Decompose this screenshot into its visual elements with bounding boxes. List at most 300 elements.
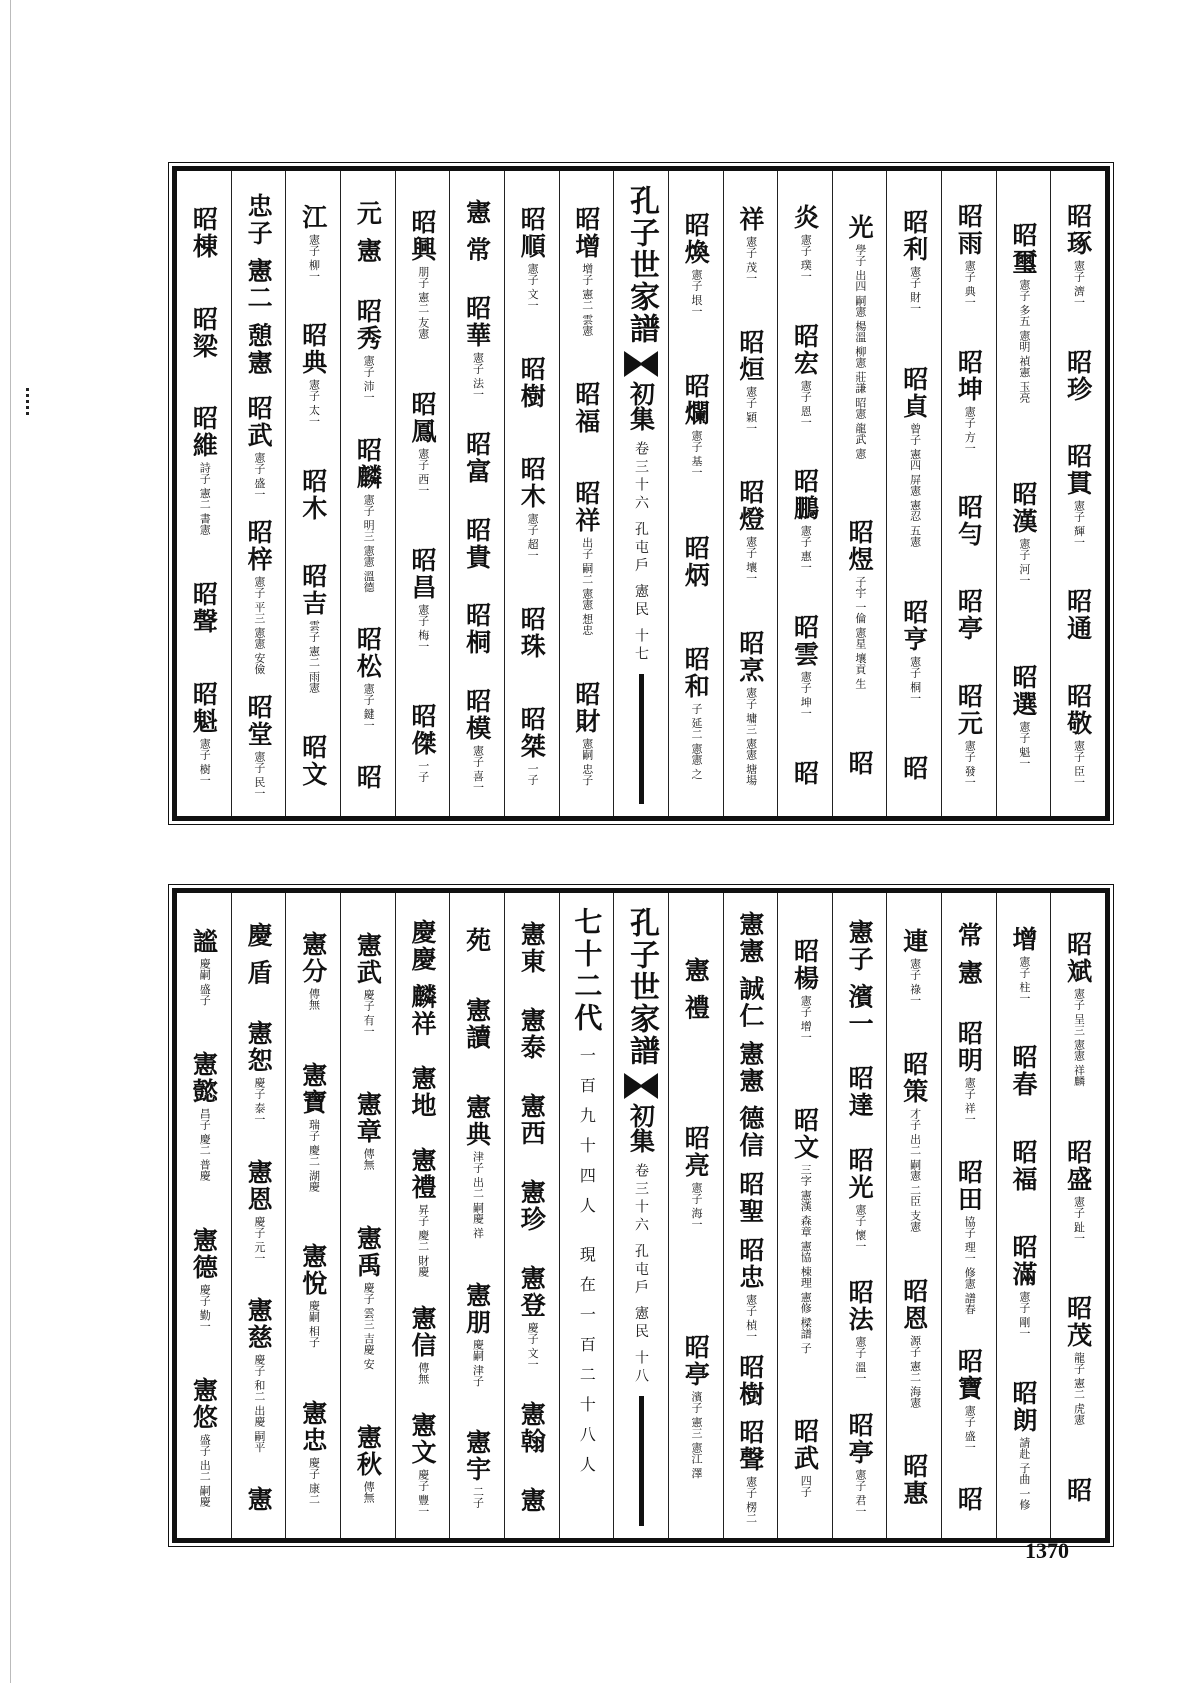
person-note: 憲子 楞二: [744, 1476, 758, 1524]
person-name: 昭順: [517, 205, 547, 260]
person-entry: [298, 467, 328, 522]
person-name: 昭達: [845, 1065, 875, 1120]
person-entry: [1063, 348, 1093, 403]
person-entry: [954, 683, 984, 788]
person-entry: [189, 580, 219, 635]
person-note: 濱子 憲三 憲江 澤: [690, 1390, 703, 1479]
person-name: 慶慶 麟祥: [407, 918, 437, 1038]
person-note: 子 延二 憲憲 之: [690, 702, 703, 780]
person-name: 憲憲 誠仁 憲憲 德信: [735, 910, 765, 1160]
section-label: 卷三十六 孔屯戶 憲民 十七: [633, 441, 650, 665]
person-name: 昭惠: [899, 1453, 929, 1508]
entry-column: [777, 171, 832, 816]
person-name: 昭聲: [189, 580, 219, 635]
person-name: 昭和: [681, 645, 711, 700]
person-name: 昭坤: [954, 348, 984, 403]
generation-heading: 七十二代: [570, 907, 604, 1035]
person-name: 慶 盾: [244, 921, 274, 987]
entry-column: [449, 171, 504, 816]
person-name: 昭木: [298, 467, 328, 522]
person-entry: [845, 1147, 875, 1252]
person-name: 昭昌: [407, 546, 437, 601]
person-note: 憲子 典一: [963, 260, 977, 308]
person-name: 昭堂: [244, 693, 274, 748]
person-name: 憲寶: [298, 1061, 328, 1116]
person-name: 謐: [189, 927, 219, 955]
person-note: 盛子 出二 嗣慶: [198, 1434, 212, 1508]
page-number: 1370: [1025, 1538, 1069, 1563]
person-name: 昭琢: [1063, 203, 1093, 258]
person-entry: [681, 534, 711, 589]
person-note: 憲子 茂一: [744, 235, 758, 284]
person-entry: [517, 1092, 547, 1147]
fishtail-mark: [624, 351, 658, 377]
person-name: 昭華: [462, 295, 492, 350]
person-entry: [1063, 1477, 1093, 1504]
person-entry: [462, 1093, 492, 1239]
person-note: 增子 憲二 雲憲: [580, 262, 594, 336]
person-name: 昭策: [899, 1050, 929, 1105]
entry-column: [941, 893, 996, 1538]
person-entry: [681, 956, 711, 1022]
scan-edge-line: [10, 0, 11, 1683]
person-note: 憲子 西一: [416, 447, 430, 496]
person-entry: [681, 373, 711, 478]
person-entry: [899, 755, 929, 782]
person-name: 昭聲: [735, 1419, 765, 1474]
person-note: 憲子 璞一: [799, 233, 813, 282]
person-entry: [899, 209, 929, 314]
person-entry: [899, 1453, 929, 1508]
person-note: 憲子 楨一: [744, 1294, 758, 1342]
person-entry: [353, 199, 383, 265]
entry-column: [777, 893, 832, 1538]
person-entry: [244, 395, 274, 500]
person-entry: [845, 1411, 875, 1517]
person-name: 祥: [735, 205, 765, 233]
person-note: 憲子 梅一: [416, 603, 430, 652]
person-note: 憲子 喜一: [471, 744, 485, 793]
volume-label: 初集: [626, 381, 656, 431]
person-name: 昭亭: [681, 1333, 711, 1388]
person-name: 昭璽: [1009, 222, 1039, 277]
person-note: 憲子 盛一: [963, 1404, 977, 1453]
person-name: 昭寶: [954, 1347, 984, 1402]
person-entry: [462, 1281, 492, 1387]
person-entry: [517, 1178, 547, 1233]
entry-column: [886, 893, 941, 1538]
entry-column: [395, 171, 450, 816]
person-name: 昭梁: [189, 305, 219, 360]
person-note: 一子: [526, 763, 540, 786]
person-entry: [954, 493, 984, 548]
entry-column: [996, 171, 1051, 816]
person-note: 三字 憲漢 森章 憲協 棟理 憲修 樑譜 子: [799, 1164, 813, 1354]
entry-column: [1050, 893, 1105, 1538]
person-name: 昭: [1063, 1477, 1093, 1504]
person-entry: [954, 203, 984, 308]
person-entry: [517, 1006, 547, 1061]
entry-column: [559, 171, 614, 816]
person-name: 常 憲: [954, 921, 984, 987]
person-name: 昭祥: [571, 480, 601, 535]
person-entry: [462, 926, 492, 954]
person-name: 憲西: [517, 1092, 547, 1147]
person-name: 炎: [790, 203, 820, 231]
entry-column: [996, 893, 1051, 1538]
person-entry: [1009, 481, 1039, 586]
person-entry: [1063, 931, 1093, 1087]
person-note: 慶嗣 津子: [471, 1338, 485, 1387]
person-entry: [845, 918, 875, 1038]
person-name: 昭秀: [353, 298, 383, 353]
person-name: 昭烜: [735, 329, 765, 384]
person-entry: [462, 1429, 492, 1509]
person-note: 二子: [471, 1486, 485, 1509]
person-note: 憲子 盛一: [252, 452, 266, 500]
person-name: 憲悠: [189, 1377, 219, 1432]
person-entry: [517, 1401, 547, 1456]
person-note: 源子 憲二 海憲: [908, 1334, 922, 1408]
entry-column: [668, 171, 723, 816]
person-note: 慶子 雲三 吉慶 安: [362, 1281, 376, 1370]
book-title: 孔子世家譜: [624, 185, 660, 345]
person-name: 昭吉: [298, 562, 328, 617]
person-name: 昭武: [244, 395, 274, 450]
person-note: 瑞子 慶二 湖慶: [307, 1118, 321, 1192]
person-name: 昭忠: [735, 1237, 765, 1292]
person-name: 苑: [462, 926, 492, 954]
person-name: 昭勻: [954, 493, 984, 548]
person-note: 憲子 海一: [690, 1182, 703, 1230]
title-rule: [639, 1396, 644, 1526]
entry-column: [723, 171, 778, 816]
person-entry: [845, 213, 875, 459]
person-name: 昭: [845, 750, 875, 778]
person-entry: [407, 390, 437, 496]
person-note: 憲子 基一: [690, 430, 703, 478]
person-name: 元 憲: [353, 199, 383, 265]
person-note: 憲子 惠一: [799, 525, 813, 573]
person-entry: [189, 205, 219, 260]
person-entry: [845, 519, 875, 690]
person-name: 憲 禮: [681, 956, 711, 1022]
person-entry: [353, 932, 383, 1037]
person-entry: [735, 479, 765, 584]
person-entry: [407, 1304, 437, 1384]
person-note: 憲子 民一: [252, 750, 266, 799]
person-name: 昭松: [353, 625, 383, 680]
person-entry: [735, 629, 765, 786]
entry-column: [449, 893, 504, 1538]
person-note: 慶子 文一: [526, 1321, 540, 1370]
person-entry: [735, 205, 765, 284]
person-entry: [1063, 1138, 1093, 1244]
person-entry: [298, 1061, 328, 1192]
person-entry: [244, 1486, 274, 1514]
person-name: 昭興: [407, 208, 437, 263]
book-title: 孔子世家譜: [624, 907, 660, 1067]
person-note: 憲子 柱一: [1017, 955, 1031, 1003]
person-entry: [244, 1296, 274, 1453]
person-name: 憲德: [189, 1226, 219, 1281]
person-note: 憲子 君一: [853, 1468, 867, 1517]
person-entry: [462, 198, 492, 264]
person-note: 一子: [416, 760, 430, 783]
person-entry: [681, 1125, 711, 1230]
fishtail-mark: [624, 1073, 658, 1099]
person-entry: [899, 365, 929, 547]
person-name: 昭恩: [899, 1277, 929, 1332]
person-name: 昭文: [790, 1107, 820, 1161]
person-name: 憲慈: [244, 1296, 274, 1351]
person-entry: [517, 455, 547, 561]
person-entry: [298, 322, 328, 427]
person-entry: [407, 1065, 437, 1120]
person-name: 憲禮: [407, 1147, 437, 1202]
entry-column: [832, 171, 887, 816]
person-entry: [353, 1091, 383, 1171]
person-entry: [954, 1020, 984, 1125]
person-name: 昭鳳: [407, 390, 437, 445]
person-entry: [1009, 222, 1039, 404]
person-note: 憲子 增一: [799, 994, 813, 1042]
person-entry: [244, 921, 274, 987]
person-entry: [790, 1418, 820, 1498]
person-entry: [298, 733, 328, 788]
person-name: 昭光: [845, 1147, 875, 1202]
person-name: 昭梓: [244, 519, 274, 574]
person-name: 憲文: [407, 1411, 437, 1466]
person-entry: [517, 205, 547, 311]
person-name: 昭: [353, 764, 383, 792]
person-note: 慶子 有一: [362, 989, 376, 1037]
section-label: 卷三十六 孔屯戶 憲民 十八: [633, 1163, 650, 1387]
entry-column: [504, 893, 559, 1538]
person-entry: [1009, 925, 1039, 1004]
person-entry: [462, 687, 492, 793]
person-name: 昭煥: [681, 211, 711, 266]
person-entry: [1063, 203, 1093, 308]
person-entry: [353, 436, 383, 593]
person-entry: [735, 1419, 765, 1524]
person-name: 昭武: [790, 1418, 820, 1473]
person-note: 津子 出二 嗣慶 祥: [471, 1150, 485, 1239]
person-entry: [735, 1171, 765, 1226]
person-note: 朋子 憲二 友憲: [416, 265, 430, 339]
person-note: 憲子 壤一: [744, 536, 758, 584]
entry-column: [886, 171, 941, 816]
person-entry: [845, 1065, 875, 1120]
person-entry: [298, 930, 328, 1010]
person-entry: [462, 516, 492, 571]
generation-count: 一百九十四人 現在一百二十八人: [577, 1047, 597, 1487]
entry-column: [668, 893, 723, 1538]
person-note: 憲子 坤一: [799, 671, 813, 719]
person-name: 昭利: [899, 209, 929, 263]
person-entry: [899, 927, 929, 1006]
person-note: 憲子 恩一: [799, 379, 813, 428]
person-name: 昭: [790, 760, 820, 788]
person-entry: [1009, 664, 1039, 769]
person-note: 憲子 祿一: [908, 957, 922, 1006]
entry-column: [504, 171, 559, 816]
person-name: 昭田: [954, 1158, 984, 1213]
person-note: 憲子 剛一: [1017, 1291, 1031, 1339]
person-entry: [189, 1051, 219, 1182]
person-name: 憲典: [462, 1093, 492, 1148]
person-name: 憲: [517, 1486, 547, 1514]
person-entry: [790, 1107, 820, 1354]
person-name: 昭亨: [899, 598, 929, 653]
person-note: 憲子 方一: [963, 405, 977, 454]
person-note: 憲子 呈三 憲憲 祥麟: [1072, 988, 1086, 1087]
person-name: 昭盛: [1063, 1138, 1093, 1193]
person-name: 憲地: [407, 1065, 437, 1120]
person-note: 子宇 一倫 憲星 壤貢 生: [853, 576, 867, 690]
person-name: 憲珍: [517, 1178, 547, 1233]
person-note: 慶嗣 相子: [307, 1300, 321, 1348]
person-name: 昭珍: [1063, 348, 1093, 403]
person-note: 憲子 明三 憲憲 溫德: [362, 493, 376, 593]
person-name: 昭春: [1009, 1044, 1039, 1098]
person-entry: [681, 645, 711, 780]
person-entry: [407, 1147, 437, 1278]
person-entry: [790, 937, 820, 1043]
person-note: 憲子 文一: [526, 262, 540, 311]
person-note: 慶子 元一: [252, 1215, 266, 1264]
person-entry: [189, 1377, 219, 1508]
person-name: 憲宇: [462, 1429, 492, 1484]
person-note: 曾子 憲四 屏憲 憲忍 五憲: [908, 422, 922, 547]
person-entry: [517, 706, 547, 786]
person-note: 詩子 憲二 書憲: [198, 462, 212, 536]
person-entry: [244, 1020, 274, 1125]
person-entry: [954, 1347, 984, 1453]
person-name: 憲悅: [298, 1243, 328, 1298]
person-note: 憲子 河一: [1017, 538, 1031, 586]
person-name: 憲恩: [244, 1158, 274, 1213]
title-column: [613, 171, 668, 816]
person-note: 憲子 沛一: [362, 355, 376, 403]
person-entry: [571, 480, 601, 636]
person-entry: [353, 764, 383, 792]
person-entry: [353, 298, 383, 403]
person-name: 憲章: [353, 1091, 383, 1146]
person-name: 憲朋: [462, 1281, 492, 1336]
entry-column: [832, 893, 887, 1538]
person-note: 雲子 憲二 雨憲: [307, 619, 321, 693]
person-entry: [517, 356, 547, 411]
entry-column: [941, 171, 996, 816]
person-name: 昭模: [462, 687, 492, 742]
binding-mark: [26, 388, 29, 416]
entry-column: [395, 893, 450, 1538]
person-entry: [298, 1243, 328, 1348]
person-name: 昭財: [571, 680, 601, 735]
person-name: 昭亮: [681, 1125, 711, 1180]
person-entry: [462, 602, 492, 657]
genealogy-panel-top: [172, 166, 1110, 821]
person-note: 龍子 憲二 虎憲: [1072, 1352, 1086, 1425]
entry-column: [231, 893, 286, 1538]
person-name: 昭福: [571, 380, 601, 435]
title-rule: [639, 674, 644, 804]
person-name: 昭烹: [735, 629, 765, 684]
person-name: 昭魁: [189, 680, 219, 735]
person-name: 昭朗: [1009, 1379, 1039, 1434]
person-entry: [462, 996, 492, 1051]
person-name: 憲忠: [298, 1399, 328, 1454]
person-note: 憲子 臣一: [1072, 740, 1086, 788]
person-name: 昭元: [954, 683, 984, 738]
person-entry: [517, 1264, 547, 1370]
person-note: 憲子 趾一: [1072, 1195, 1086, 1243]
person-name: 昭貫: [1063, 443, 1093, 498]
person-entry: [189, 305, 219, 360]
person-entry: [845, 750, 875, 778]
person-name: 昭斌: [1063, 931, 1093, 985]
person-note: 憲子 發一: [963, 740, 977, 788]
person-name: 憲秋: [353, 1423, 383, 1478]
person-entry: [244, 1158, 274, 1264]
person-name: 昭茂: [1063, 1295, 1093, 1349]
person-entry: [298, 562, 328, 693]
generation-column: [559, 893, 614, 1538]
person-entry: [189, 405, 219, 536]
person-entry: [790, 203, 820, 282]
person-entry: [790, 760, 820, 788]
person-name: 昭雨: [954, 203, 984, 258]
person-entry: [954, 1158, 984, 1315]
entry-column: [1050, 171, 1105, 816]
person-entry: [681, 211, 711, 317]
person-name: 昭文: [298, 733, 328, 788]
person-name: 昭樹: [735, 1353, 765, 1408]
person-name: 昭: [954, 1486, 984, 1514]
person-note: 憲子 輝一: [1072, 500, 1086, 548]
person-name: 昭炳: [681, 534, 711, 589]
person-note: 憲嗣 忠子: [580, 737, 594, 786]
person-note: 傳無: [416, 1361, 430, 1384]
person-name: 增: [1009, 925, 1039, 953]
person-entry: [899, 1277, 929, 1408]
person-entry: [353, 1224, 383, 1370]
person-entry: [571, 380, 601, 435]
person-name: 憲信: [407, 1304, 437, 1359]
person-note: 憲子 垠一: [690, 268, 703, 317]
person-note: 慶子 豐一: [416, 1468, 430, 1517]
person-name: 昭滿: [1009, 1234, 1039, 1288]
entry-column: [340, 893, 395, 1538]
person-name: 昭通: [1063, 588, 1093, 643]
person-name: 昭桐: [462, 602, 492, 657]
person-name: 憲子 濱一: [845, 918, 875, 1038]
person-note: 昌子 慶二 普慶: [198, 1108, 212, 1182]
person-entry: [790, 468, 820, 573]
person-entry: [407, 546, 437, 652]
person-name: 昭爛: [681, 373, 711, 428]
person-entry: [189, 927, 219, 1006]
person-entry: [735, 1237, 765, 1342]
entry-column: [177, 893, 231, 1538]
person-name: 憲 常: [462, 198, 492, 264]
entry-column: [723, 893, 778, 1538]
person-name: 憲登: [517, 1264, 547, 1319]
person-note: 慶子 康二: [307, 1456, 321, 1505]
person-note: 憲子 柳一: [307, 233, 321, 281]
person-entry: [790, 614, 820, 719]
